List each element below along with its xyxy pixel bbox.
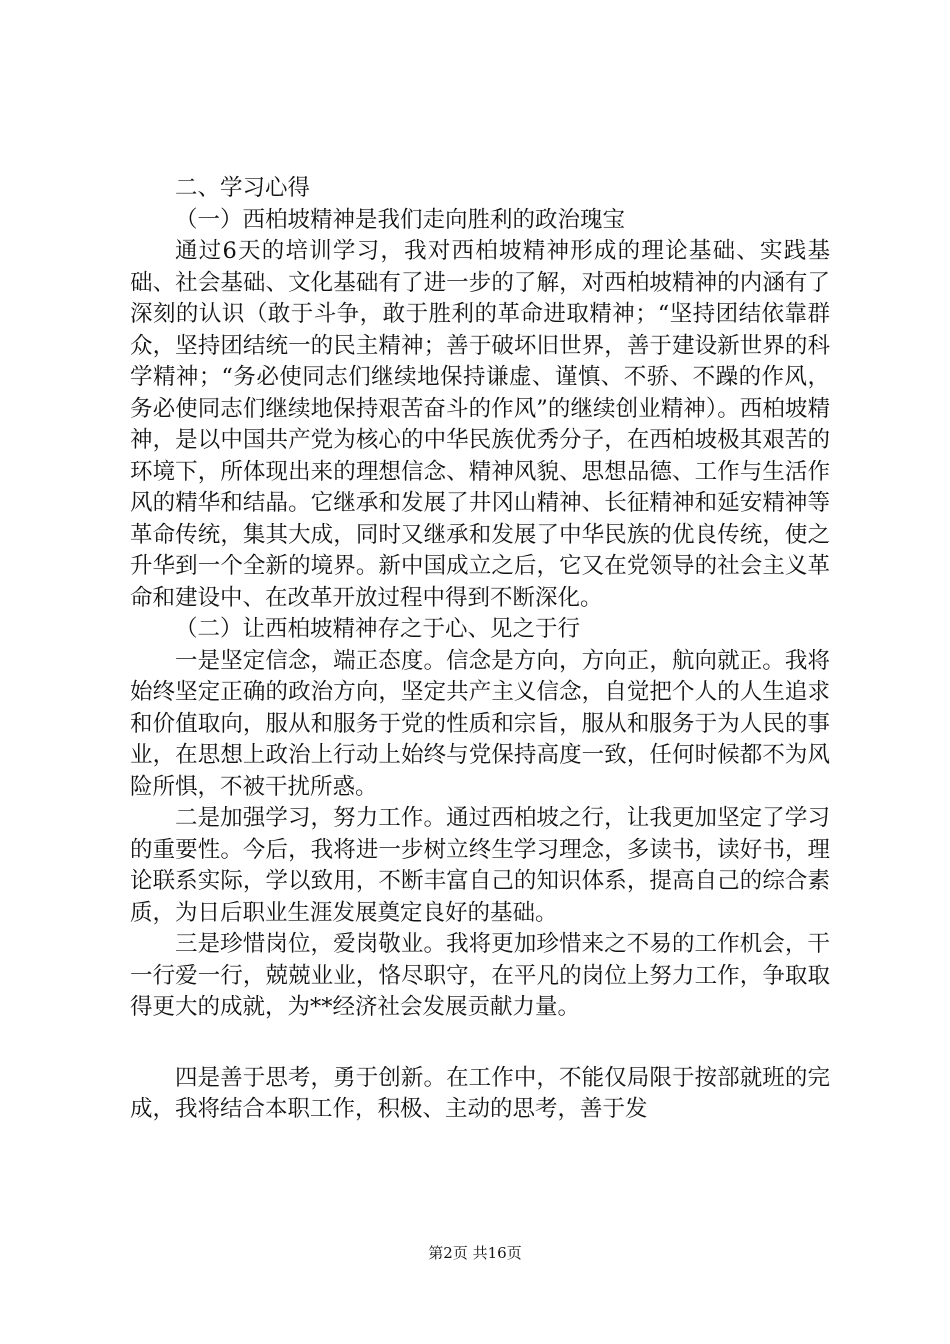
body-paragraph-1: 通过6天的培训学习，我对西柏坡精神形成的理论基础、实践基础、社会基础、文化基础有了进一步的了解，对西柏坡精神的内涵有了深刻的认识（敢于斗争，敢于胜利的革命进取精神；“坚持团结依靠群众，坚持团结统一的民主精神；善于破坏旧世界，善于建设新世界的科学精神；“务必使同志们继续地保持谦虚、谨慎、不骄、不躁的作风，务必使同志们继续地保持艰苦奋斗的作风”的继续创业精神）。西柏坡精神，是以中国共产党为核心的中华民族优秀分子，在西柏坡极其艰苦的环境下，所体现出来的理想信念、精神风貌、思想品德、工作与生活作风的精华和结晶。它继承和发展了井冈山精神、长征精神和延安精神等革命传统，集其大成，同时又继承和发展了中华民族的优良传统，使之升华到一个全新的境界。新中国成立之后，它又在党领导的社会主义革命和建设中、在改革开放过程中得到不断深化。 [130,238,830,611]
section-heading: 二、学习心得 [175,175,311,201]
body-paragraph-5: 四是善于思考，勇于创新。在工作中，不能仅局限于按部就班的完成，我将结合本职工作，积极、主动的思考，善于发 [130,1064,830,1122]
body-paragraph-4: 三是珍惜岗位，爱岗敬业。我将更加珍惜来之不易的工作机会，干一行爱一行，兢兢业业，恪尽职守，在平凡的岗位上努力工作，争取取得更大的成就，为**经济社会发展贡献力量。 [130,931,830,1020]
body-paragraph-3: 二是加强学习，努力工作。通过西柏坡之行，让我更加坚定了学习的重要性。今后，我将进一步树立终生学习理念，多读书，读好书，理论联系实际，学以致用，不断丰富自己的知识体系，提高自己的综合素质，为日后职业生涯发展奠定良好的基础。 [130,805,830,926]
document-body [130,173,830,1126]
paragraph-gap [130,1024,830,1063]
body-paragraph-2: 一是坚定信念，端正态度。信念是方向，方向正，航向就正。我将始终坚定正确的政治方向，坚定共产主义信念，自觉把个人的人生追求和价值取向，服从和服务于党的性质和宗旨，服从和服务于为人民的事业，在思想上政治上行动上始终与党保持高度一致，任何时候都不为风险所惧，不被干扰所惑。 [130,647,830,800]
subsection-heading-2: （二）让西柏坡精神存之于心、见之于行 [175,616,581,642]
subsection-heading-1: （一）西柏坡精神是我们走向胜利的政治瑰宝 [175,206,626,233]
page-footer: 第2页 共16页 [428,1244,522,1262]
